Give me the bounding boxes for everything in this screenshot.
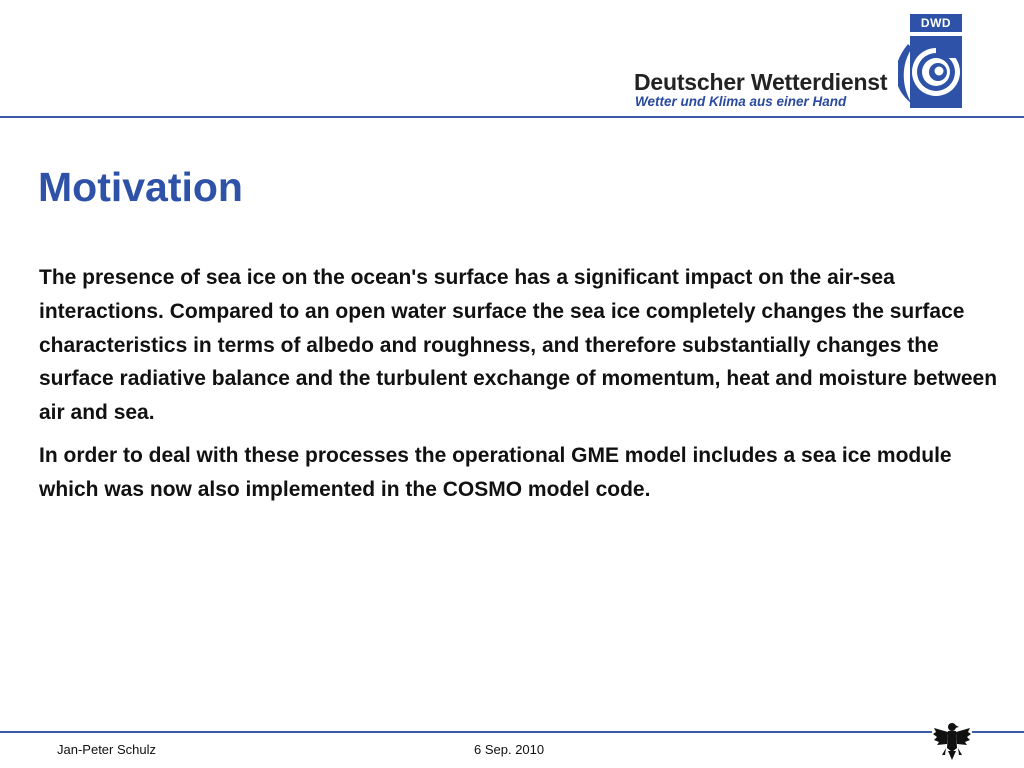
footer-author: Jan-Peter Schulz <box>57 742 156 757</box>
footer-divider <box>0 731 1024 733</box>
federal-eagle-icon <box>932 718 972 764</box>
slide-body <box>39 261 999 507</box>
logo-name: Deutscher Wetterdienst <box>634 69 888 95</box>
footer-date: 6 Sep. 2010 <box>474 742 545 757</box>
body-paragraph: In order to deal with these processes the operational GME model includes a sea ice module which was now also implemented in the COSMO model code. <box>39 443 952 501</box>
dwd-spiral-icon <box>898 14 974 108</box>
body-paragraph: The presence of sea ice on the ocean's surface has a significant impact on the air-sea interactions. Compared to an open water surface the sea ice completely changes the surface characteristics in terms of albedo and roughness, and therefore substantially changes the surface radiative balance and the turbulent exchange of momentum, heat and moisture between air and sea. <box>39 266 998 425</box>
dwd-logo <box>620 14 1015 108</box>
header-divider <box>0 116 1024 118</box>
logo-tagline: Wetter und Klima aus einer Hand <box>635 94 847 109</box>
logo-abbrev: DWD <box>920 16 952 30</box>
slide-title: Motivation <box>38 164 243 210</box>
